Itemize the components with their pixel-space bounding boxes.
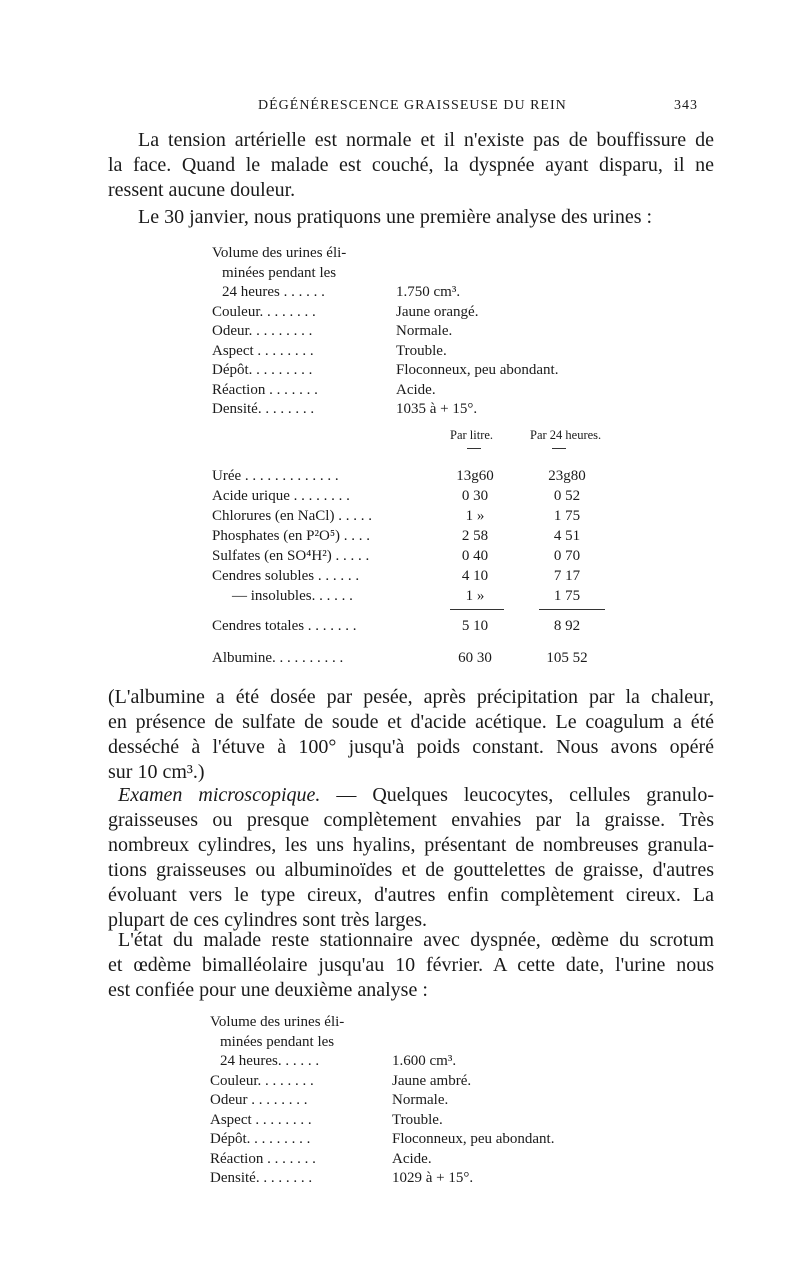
text-line: tions graisseuses ou albuminoïdes et de gouttelettes de graisse, d'autres bbox=[108, 859, 714, 881]
table-row: Chlorures (en NaCl) . . . . . 1 » 1 75 bbox=[212, 508, 581, 524]
volume-label: 24 heures . . . . . . bbox=[222, 284, 325, 300]
text-line: (L'albumine a été dosée par pesée, après précipitation par la chaleur, bbox=[108, 686, 714, 708]
text-line: Examen microscopique. — Quelques leucocytes, cellules granulo- bbox=[118, 784, 714, 806]
volume-label: Volume des urines éli- bbox=[210, 1014, 345, 1030]
list-item: Odeur . . . . . . . . Normale. bbox=[210, 1092, 449, 1108]
list-item: Densité. . . . . . . . 1035 à + 15°. bbox=[212, 401, 478, 417]
text-line: L'état du malade reste stationnaire avec dyspnée, œdème du scrotum bbox=[118, 929, 714, 951]
paragraph-microscopy bbox=[108, 783, 714, 933]
table-row: Sulfates (en SO⁴H²) . . . . . 0 40 0 70 bbox=[212, 548, 581, 564]
text-line: ressent aucune douleur. bbox=[108, 179, 296, 201]
table-row: Acide urique . . . . . . . . 0 30 0 52 bbox=[212, 488, 581, 504]
paragraph-first-analysis bbox=[108, 205, 714, 230]
running-header bbox=[108, 98, 698, 118]
header-dash bbox=[552, 448, 566, 449]
column-header-per-litre: Par litre. bbox=[450, 428, 494, 442]
table-row-albumin: Albumine. . . . . . . . . . 60 30 105 52 bbox=[212, 650, 588, 666]
volume-label: Volume des urines éli- bbox=[212, 245, 347, 261]
section-title-italic: Examen microscopique. bbox=[118, 784, 321, 806]
list-item: Réaction . . . . . . . Acide. bbox=[212, 381, 436, 398]
volume-label: minées pendant les bbox=[222, 264, 337, 281]
text-line: évoluant vers le type cireux, d'autres enfin complètement cireux. La bbox=[108, 884, 714, 906]
volume-value: 1.600 cm³. bbox=[392, 1053, 457, 1069]
sum-rule bbox=[539, 609, 605, 610]
text-line: et œdème bimalléolaire jusqu'au 10 février. A cette date, l'urine nous bbox=[108, 954, 714, 976]
running-title: DÉGÉNÉRESCENCE GRAISSEUSE DU REIN bbox=[258, 98, 567, 113]
paragraph-second-analysis bbox=[108, 928, 714, 1003]
volume-value: 1.750 cm³. bbox=[396, 284, 461, 300]
header-dash bbox=[467, 448, 481, 449]
list-item: Couleur. . . . . . . . Jaune orangé. bbox=[212, 303, 479, 320]
table-row: Urée . . . . . . . . . . . . . 13g60 23g80 bbox=[212, 468, 586, 484]
list-item: Aspect . . . . . . . . Trouble. bbox=[212, 342, 447, 359]
page-number: 343 bbox=[674, 98, 698, 113]
list-item: Réaction . . . . . . . Acide. bbox=[210, 1150, 432, 1167]
list-item: Aspect . . . . . . . . Trouble. bbox=[210, 1111, 443, 1128]
list-item: Densité. . . . . . . . 1029 à + 15°. bbox=[210, 1170, 474, 1186]
text-line: est confiée pour une deuxième analyse : bbox=[108, 979, 428, 1001]
text-line: Le 30 janvier, nous pratiquons une première analyse des urines : bbox=[138, 206, 653, 228]
table-row: — insolubles. . . . . . 1 » 1 75 bbox=[232, 588, 581, 604]
table-row: Cendres solubles . . . . . . 4 10 7 17 bbox=[212, 568, 581, 584]
text-line: desséché à l'étuve à 100° jusqu'à poids constant. Nous avons opéré bbox=[108, 736, 714, 758]
list-item: Dépôt. . . . . . . . . Floconneux, peu abondant. bbox=[212, 362, 559, 378]
volume-label: 24 heures. . . . . . bbox=[220, 1053, 320, 1069]
text-line: La tension artérielle est normale et il n'existe pas de bouffissure de bbox=[138, 129, 714, 151]
table-row-total: Cendres totales . . . . . . . 5 10 8 92 bbox=[212, 618, 581, 634]
list-item: Dépôt. . . . . . . . . Floconneux, peu abondant. bbox=[210, 1131, 555, 1147]
table-row: Phosphates (en P²O⁵) . . . . 2 58 4 51 bbox=[212, 528, 581, 544]
column-header-per-24h: Par 24 heures. bbox=[530, 428, 602, 442]
text-line: nombreux cylindres, les uns hyalins, présentant de nombreuses granula- bbox=[108, 834, 714, 856]
paragraph-tension bbox=[108, 128, 714, 203]
first-analysis-list bbox=[212, 244, 632, 420]
text-line: en présence de sulfate de soude et d'acide acétique. Le coagulum a été bbox=[108, 711, 714, 733]
text-line: sur 10 cm³.) bbox=[108, 761, 205, 783]
list-item: Couleur. . . . . . . . Jaune ambré. bbox=[210, 1072, 472, 1089]
volume-label: minées pendant les bbox=[220, 1033, 335, 1050]
list-item: Odeur. . . . . . . . . Normale. bbox=[212, 323, 453, 339]
sum-rule bbox=[450, 609, 504, 610]
second-analysis-list bbox=[210, 1013, 630, 1189]
text-line: la face. Quand le malade est couché, la dyspnée ayant disparu, il ne bbox=[108, 154, 714, 176]
text-line: plupart de ces cylindres sont très larges. bbox=[108, 909, 427, 931]
paragraph-albumin-method bbox=[108, 685, 714, 785]
text-line: graisseuses ou presque complètement envahies par la graisse. Très bbox=[108, 809, 714, 831]
